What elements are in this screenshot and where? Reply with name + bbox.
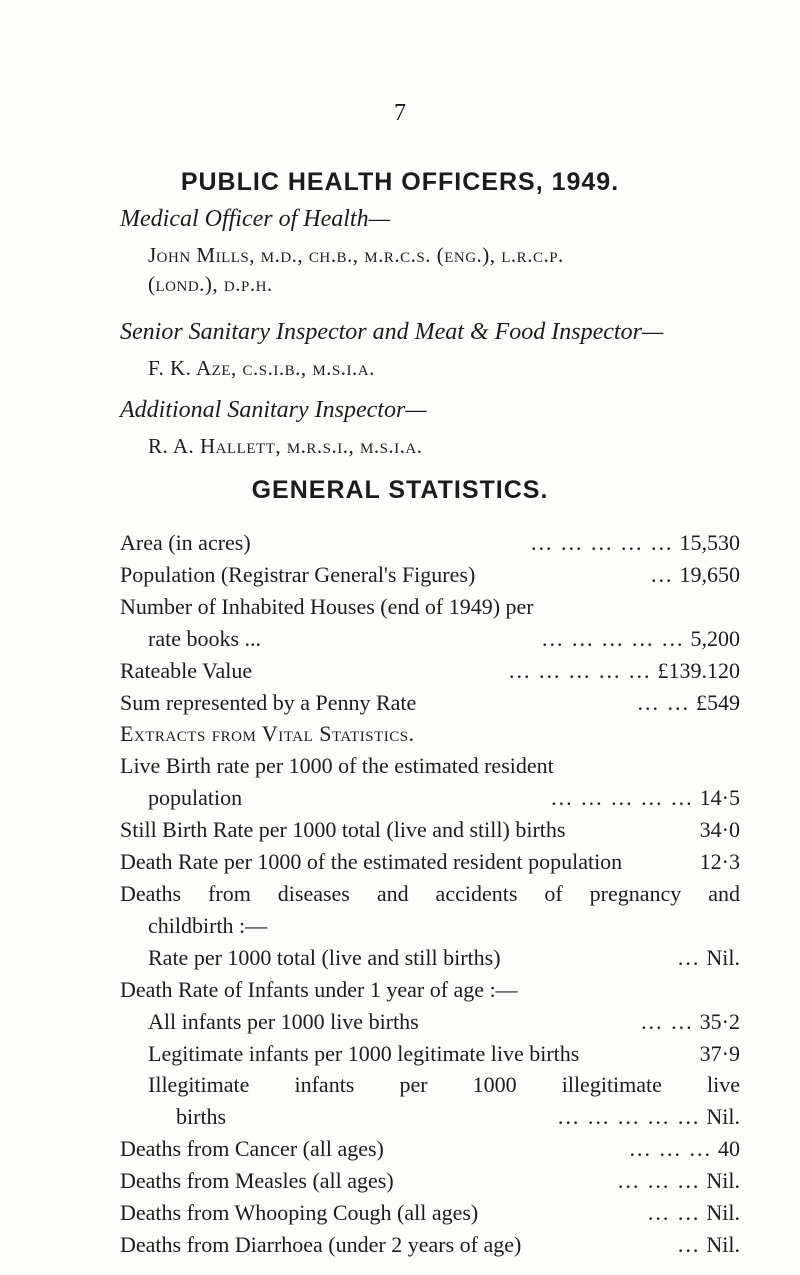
stat-row-diarrhoea: Deaths from Diarrhoea (under 2 years of age) ... Nil. — [120, 1232, 740, 1257]
officer-title-moh: Medical Officer of Health— — [120, 206, 390, 232]
stat-label: population — [148, 785, 243, 811]
officer-name-senior-inspector: F. K. Aze, c.s.i.b., m.s.i.a. — [148, 356, 375, 380]
stat-value: £549 — [696, 689, 740, 715]
stat-row-pregnancy-rate: Rate per 1000 total (live and still births) ... Nil. — [148, 944, 740, 970]
stat-value: Nil. — [706, 1104, 740, 1130]
stat-row-population: Population (Registrar General's Figures) ... 19,650 — [120, 561, 740, 587]
infant-illegit-label-line1: Illegitimate infants per 1000 illegitimate live — [148, 1072, 740, 1098]
stat-label: Area (in acres) — [120, 530, 251, 555]
stat-value: 12·3 — [699, 849, 740, 875]
stat-value: Nil. — [706, 1168, 740, 1194]
stat-value: 40 — [718, 1136, 740, 1162]
stat-label-houses-line1: Number of Inhabited Houses (end of 1949) per — [120, 593, 534, 619]
stat-value: 15,530 — [679, 530, 740, 555]
stat-value: 19,650 — [679, 561, 740, 587]
stat-value: 37·9 — [699, 1040, 740, 1066]
stat-value: 5,200 — [690, 625, 740, 651]
stat-label: Deaths from Whooping Cough (all ages) — [120, 1200, 479, 1226]
stat-label: births — [176, 1104, 227, 1130]
general-statistics-heading: GENERAL STATISTICS. — [251, 476, 549, 504]
stat-row-rateable-value: Rateable Value ... ... ... ... ... £139.120 — [120, 657, 740, 683]
officers-heading: PUBLIC HEALTH OFFICERS, 1949. — [180, 168, 620, 196]
stat-row-houses: rate books ... ... ... ... ... ... 5,200 — [148, 625, 740, 651]
stat-row-infant-all: All infants per 1000 live births ... ... 35·2 — [148, 1008, 740, 1034]
stat-row-infant-legitimate — [148, 1041, 740, 1067]
vital-statistics-heading: Extracts from Vital Statistics. — [120, 721, 415, 747]
stat-label: Rateable Value — [120, 657, 253, 683]
stat-row-area: Area (in acres) ... ... ... ... ... 15,530 — [120, 530, 740, 555]
stat-row-penny-rate: Sum represented by a Penny Rate ... ... £549 — [120, 689, 740, 715]
stat-value: Nil. — [706, 944, 740, 970]
page-number: 7 — [394, 100, 406, 126]
stat-value: 34·0 — [699, 817, 740, 843]
stat-label: Deaths from Diarrhoea (under 2 years of age) — [120, 1232, 522, 1257]
stat-label: Still Birth Rate per 1000 total (live and still) births — [120, 817, 566, 843]
stat-label: Deaths from Measles (all ages) — [120, 1168, 394, 1194]
stat-value: 35·2 — [699, 1008, 740, 1034]
pregnancy-label-line2: childbirth :— — [148, 912, 268, 938]
stat-row-cancer: Deaths from Cancer (all ages) ... ... ... 40 — [120, 1136, 740, 1162]
officer-name-moh — [148, 241, 748, 299]
live-birth-label-line1: Live Birth rate per 1000 of the estimated resident — [120, 753, 554, 779]
stat-value: £139.120 — [657, 657, 740, 683]
pregnancy-label-line1: Deaths from diseases and accidents of pregnancy and — [120, 881, 740, 906]
stat-label: Rate per 1000 total (live and still births) — [148, 944, 501, 970]
stat-row-live-birth: population ... ... ... ... ... 14·5 — [148, 785, 740, 811]
stat-value: Nil. — [706, 1232, 740, 1257]
infant-heading: Death Rate of Infants under 1 year of age :— — [120, 976, 518, 1002]
stat-label: Death Rate per 1000 of the estimated resident population — [120, 849, 623, 875]
stat-label: Legitimate infants per 1000 legitimate live births — [148, 1040, 580, 1066]
stat-value: 14·5 — [699, 785, 740, 811]
stat-row-measles: Deaths from Measles (all ages) ... ... ... Nil. — [120, 1168, 740, 1194]
stat-label: All infants per 1000 live births — [148, 1008, 419, 1034]
stat-label: Deaths from Cancer (all ages) — [120, 1136, 384, 1162]
stat-value: Nil. — [706, 1200, 740, 1226]
stat-row-death-rate — [120, 849, 740, 875]
stat-row-infant-illegitimate: births ... ... ... ... ... Nil. — [176, 1104, 740, 1130]
officer-title-additional-inspector: Additional Sanitary Inspector— — [120, 397, 427, 423]
stat-row-still-birth — [120, 817, 740, 843]
officer-name-moh-line1: John Mills, m.d., ch.b., m.r.c.s. (eng.), l.r.c.p. — [148, 243, 564, 267]
officer-name-additional-inspector: R. A. Hallett, m.r.s.i., m.s.i.a. — [148, 434, 423, 458]
stat-label: Population (Registrar General's Figures) — [120, 561, 476, 587]
officer-name-moh-line2: (lond.), d.p.h. — [148, 272, 273, 296]
stat-label: rate books ... — [148, 625, 262, 651]
officer-title-senior-inspector: Senior Sanitary Inspector and Meat & Food Inspector— — [120, 319, 664, 345]
stat-label: Sum represented by a Penny Rate — [120, 689, 417, 715]
stat-row-whooping-cough: Deaths from Whooping Cough (all ages) ... ... Nil. — [120, 1200, 740, 1226]
